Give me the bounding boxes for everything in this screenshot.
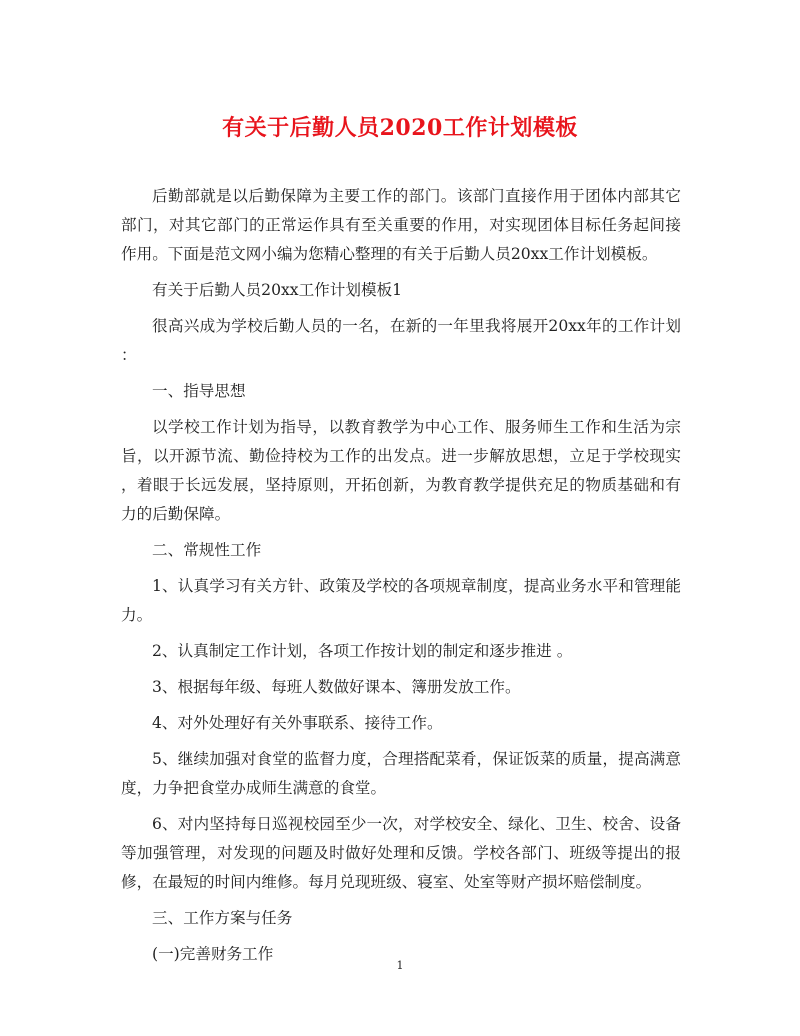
page-number: 1 [396,959,404,972]
list-item-line: 1、认真学习有关方针、政策及学校的各项规章制度，提高业务水平和管理能 [152,577,681,595]
body-line: ： [121,346,137,364]
body-line: 旨，以开源节流、勤俭持校为工作的出发点。进一步解放思想，立足于学校现实 [121,447,681,465]
list-item-line: 5、继续加强对食堂的监督力度，合理搭配菜肴，保证饭菜的质量，提高满意 [152,750,681,768]
list-item-line: 等加强管理，对发现的问题及时做好处理和反馈。学校各部门、班级等提出的报 [121,844,681,862]
list-item-line: 4、对外处理好有关外事联系、接待工作。 [152,714,443,732]
section-heading: 有关于后勤人员20xx工作计划模板1 [152,281,403,299]
subsection-heading: (一)完善财务工作 [152,945,274,963]
section-heading: 三、工作方案与任务 [152,909,293,927]
body-line: 作用。下面是范文网小编为您精心整理的有关于后勤人员20xx工作计划模板。 [121,245,658,263]
body-line: 部门，对其它部门的正常运作具有至关重要的作用，对实现团体目标任务起间接 [121,216,681,234]
list-item-line: 度，力争把食堂办成师生满意的食堂。 [121,779,387,797]
body-line: 后勤部就是以后勤保障为主要工作的部门。该部门直接作用于团体内部其它 [152,187,681,205]
section-heading: 二、常规性工作 [152,541,262,559]
body-line: ，着眼于长远发展，坚持原则，开拓创新，为教育教学提供充足的物质基础和有 [121,476,681,494]
section-heading: 一、指导思想 [152,382,246,400]
body-line: 很高兴成为学校后勤人员的一名，在新的一年里我将展开20xx年的工作计划 [152,317,681,335]
body-line: 以学校工作计划为指导，以教育教学为中心工作、服务师生工作和生活为宗 [152,418,681,436]
document-body [121,182,681,969]
list-item-line: 力。 [121,606,153,624]
list-item-line: 3、根据每年级、每班人数做好课本、簿册发放工作。 [152,678,521,696]
list-item-line: 6、对内坚持每日巡视校园至少一次，对学校安全、绿化、卫生、校舍、设备 [152,815,681,833]
body-line: 力的后勤保障。 [121,505,231,523]
list-item-line: 修，在最短的时间内维修。每月兑现班级、寝室、处室等财产损坏赔偿制度。 [121,873,652,891]
document-title: 有关于后勤人员2020工作计划模板 [222,115,578,141]
list-item-line: 2、认真制定工作计划，各项工作按计划的制定和逐步推进 。 [152,642,573,660]
